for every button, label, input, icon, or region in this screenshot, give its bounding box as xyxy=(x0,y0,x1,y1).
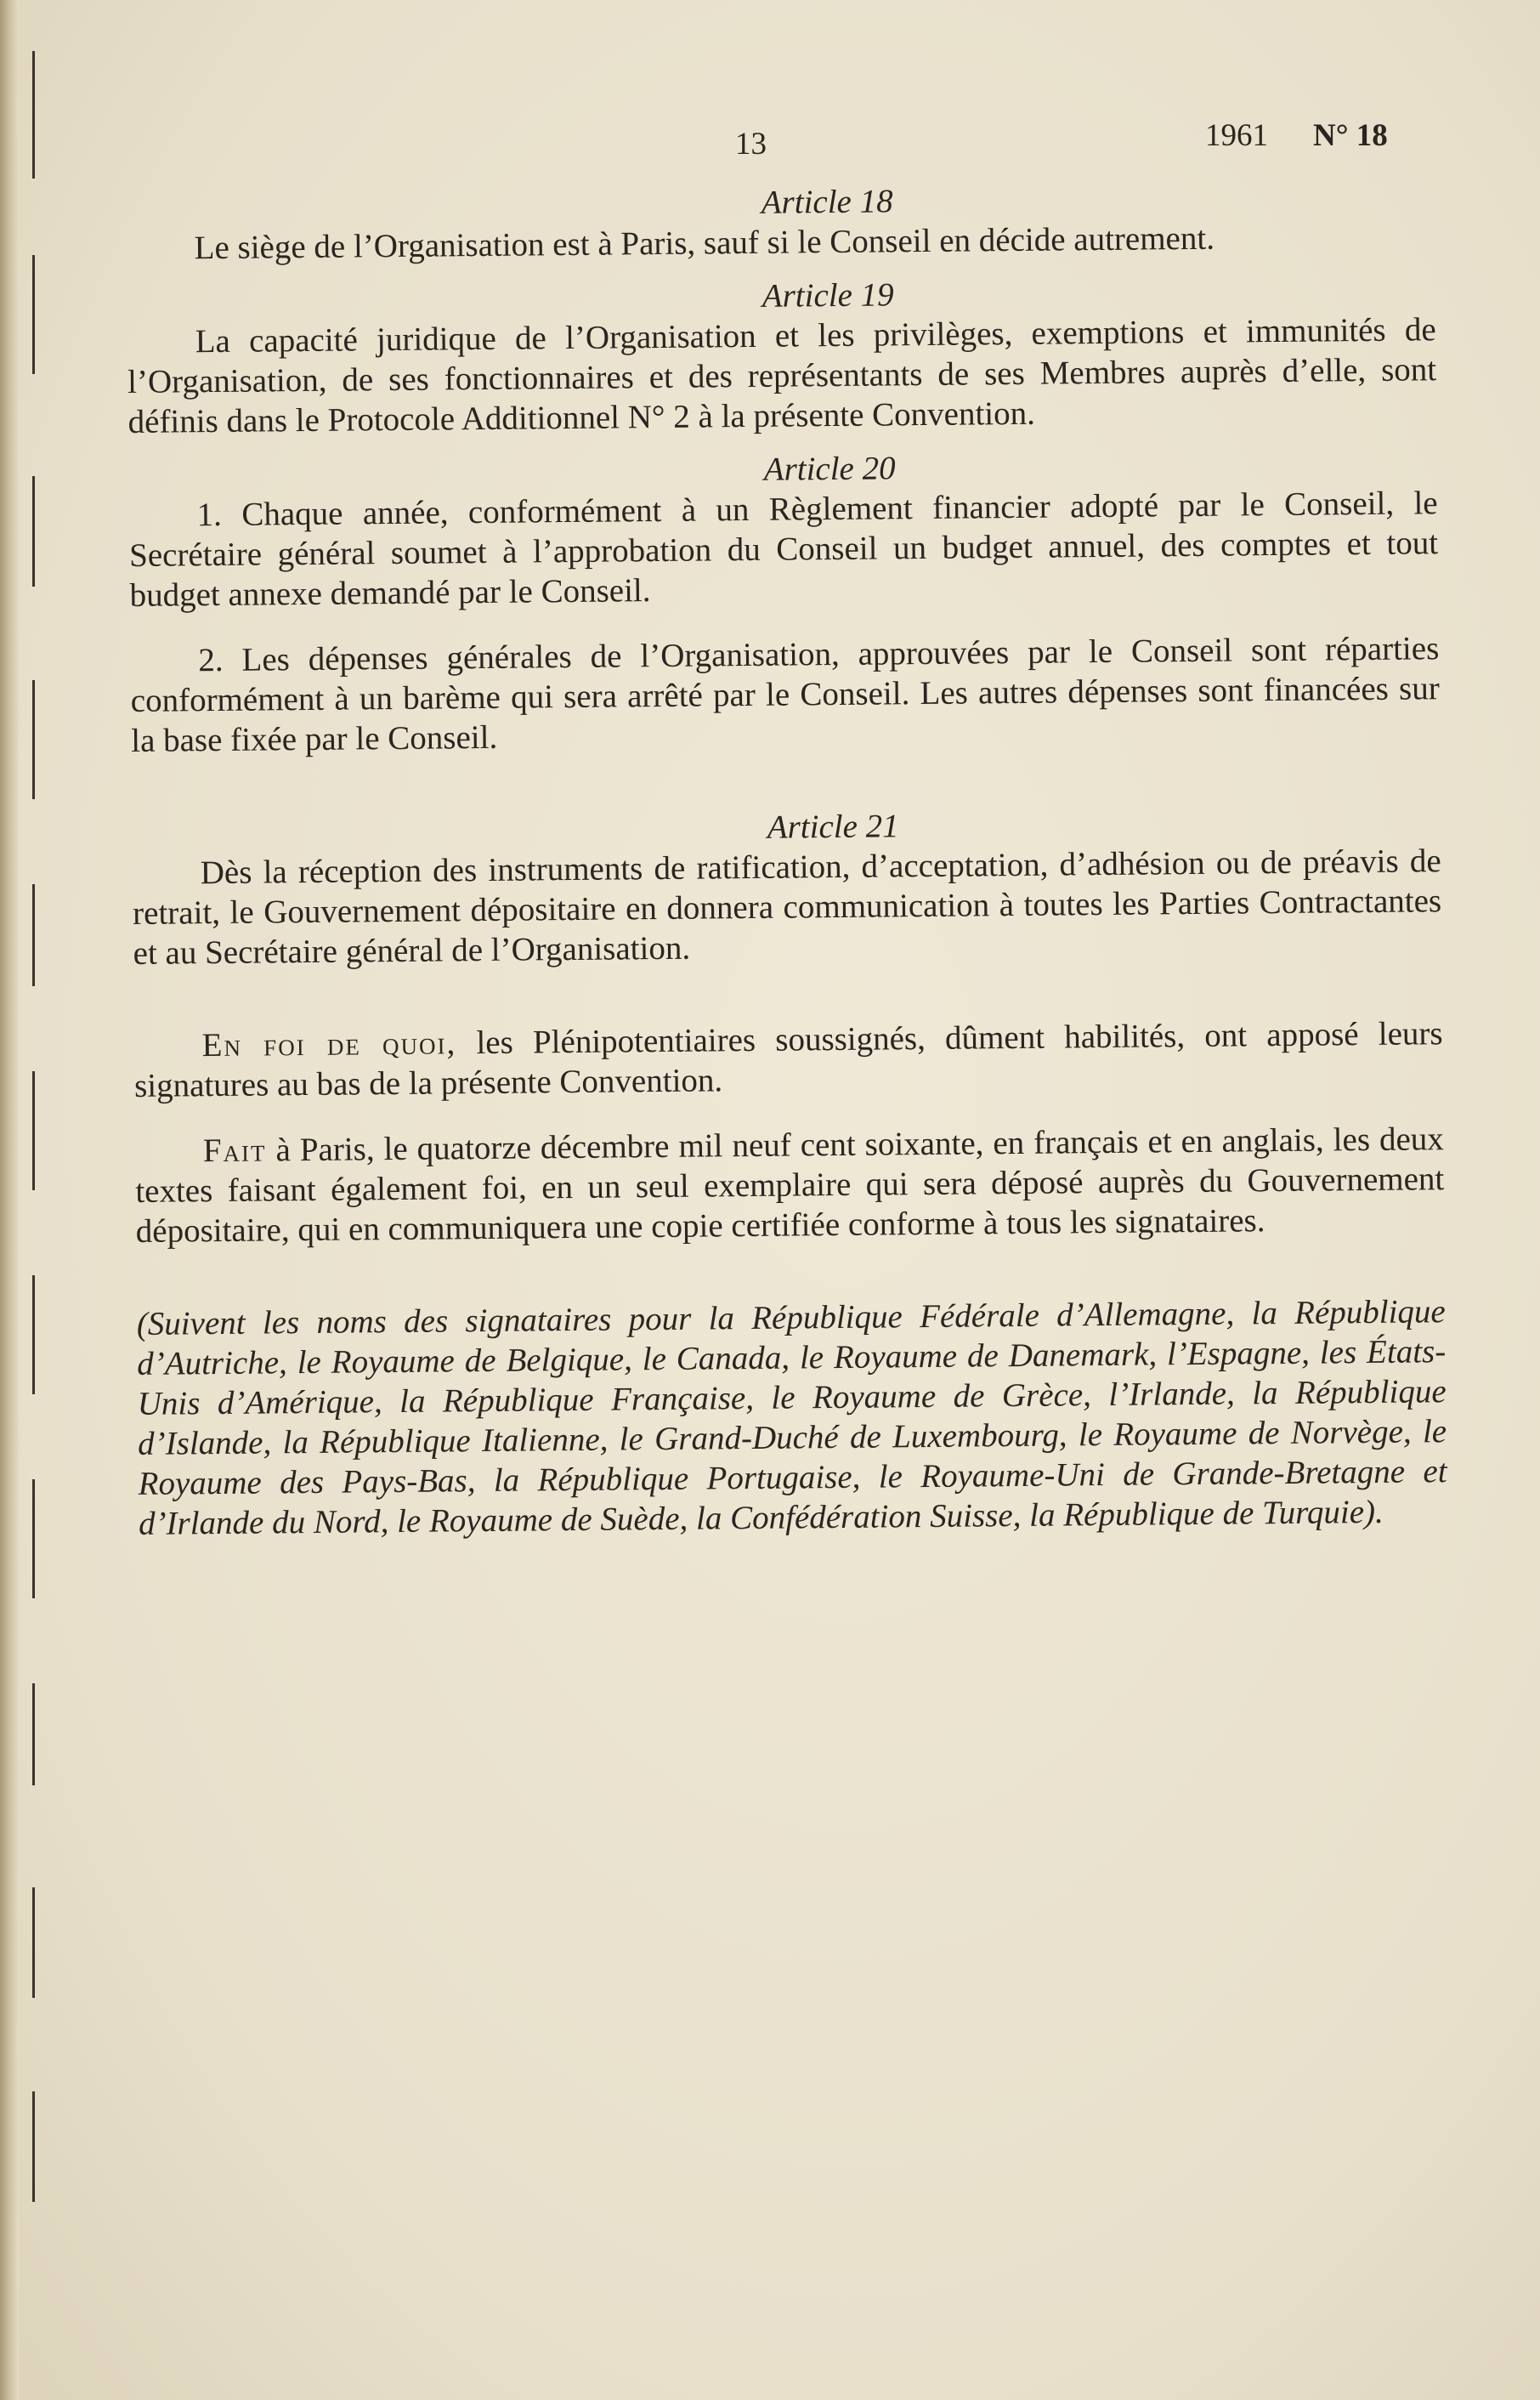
done-at-clause xyxy=(135,1119,1445,1251)
document-number: N° 18 xyxy=(1313,118,1388,153)
article-paragraph: 1. Chaque année, conformément à un Règlement financier adopté par le Conseil, le Secrétaire général soumet à l’approbation du Conseil un budget annuel, des comptes et tout budget annexe demandé par le Conseil. xyxy=(128,485,1439,614)
binding-stitch xyxy=(32,1479,35,1598)
article-heading: Article 18 xyxy=(761,183,893,221)
binding-stitch xyxy=(32,1071,35,1190)
binding-stitch xyxy=(32,255,35,374)
article-paragraph: Dès la réception des instruments de ratification, d’acceptation, d’adhésion ou de préavis de retrait, le Gouvernement dépositaire en donnera communication à toutes les Parties Contractantes et au Secrétaire général de l’Organisation. xyxy=(132,843,1442,972)
article-heading: Article 21 xyxy=(767,808,899,846)
article-heading: Article 20 xyxy=(763,450,896,488)
binding-stitch xyxy=(32,1683,35,1785)
document-body xyxy=(126,176,1447,1544)
witness-clause xyxy=(133,1013,1443,1106)
binding-stitch xyxy=(32,1275,35,1394)
done-at-lead: Fait xyxy=(202,1132,267,1170)
signatories-note: (Suivent les noms des signataires pour la République Fédérale d’Allemagne, la République d’Autriche, le Royaume de Belgique, le Canada, le Royaume de Danemark, l’Espagne, les États-Unis d’Amérique, la République Française, le Royaume de Grèce, l’Irlande, la République d’Islande, la République Italienne, le Grand-Duché de Luxembourg, le Royaume de Norvège, le Royaume des Pays-Bas, la République Portugaise, le Royaume-Uni de Grande-Bretagne et d’Irlande du Nord, le Royaume de Suède, la Confédération Suisse, la République de Turquie). xyxy=(136,1293,1447,1542)
binding-stitch xyxy=(32,476,35,587)
article-paragraph: Le siège de l’Organisation est à Paris, sauf si le Conseil en décide autrement. xyxy=(194,219,1215,267)
article-heading: Article 19 xyxy=(762,276,894,315)
binding-stitch xyxy=(32,884,35,986)
binding-stitch xyxy=(32,2091,35,2202)
page-header xyxy=(0,117,1540,168)
page-number: 13 xyxy=(735,127,767,162)
done-at-text: à Paris, le quatorze décembre mil neuf cent soixante, en français et en anglais, les deux textes faisant également foi, en un seul exemplaire qui sera déposé auprès du Gouvernement dépositaire, qui en communiquera une copie certifiée conforme à tous les signataires. xyxy=(135,1121,1445,1250)
page-spine-edge xyxy=(0,0,19,2400)
witness-text: les Plénipotentiaires soussignés, dûment habilités, ont apposé leurs signatures au bas de la présente Convention. xyxy=(133,1015,1443,1104)
article-paragraph: 2. Les dépenses générales de l’Organisation, approuvées par le Conseil sont réparties conformément à un barème qui sera arrêté par le Conseil. Les autres dépenses sont financées sur la base fixée par le Conseil. xyxy=(130,630,1440,759)
binding-stitch xyxy=(32,680,35,799)
witness-lead: En foi de quoi, xyxy=(201,1024,457,1064)
binding-stitch xyxy=(32,1887,35,1998)
document-year: 1961 xyxy=(1205,118,1268,153)
article-paragraph: La capacité juridique de l’Organisation et les privilèges, exemptions et immunités de l’Organisation, de ses fonctionnaires et des représentants de ses Membres auprès d’elle, sont définis dans le Protocole Additionnel N° 2 à la présente Convention. xyxy=(127,311,1437,440)
